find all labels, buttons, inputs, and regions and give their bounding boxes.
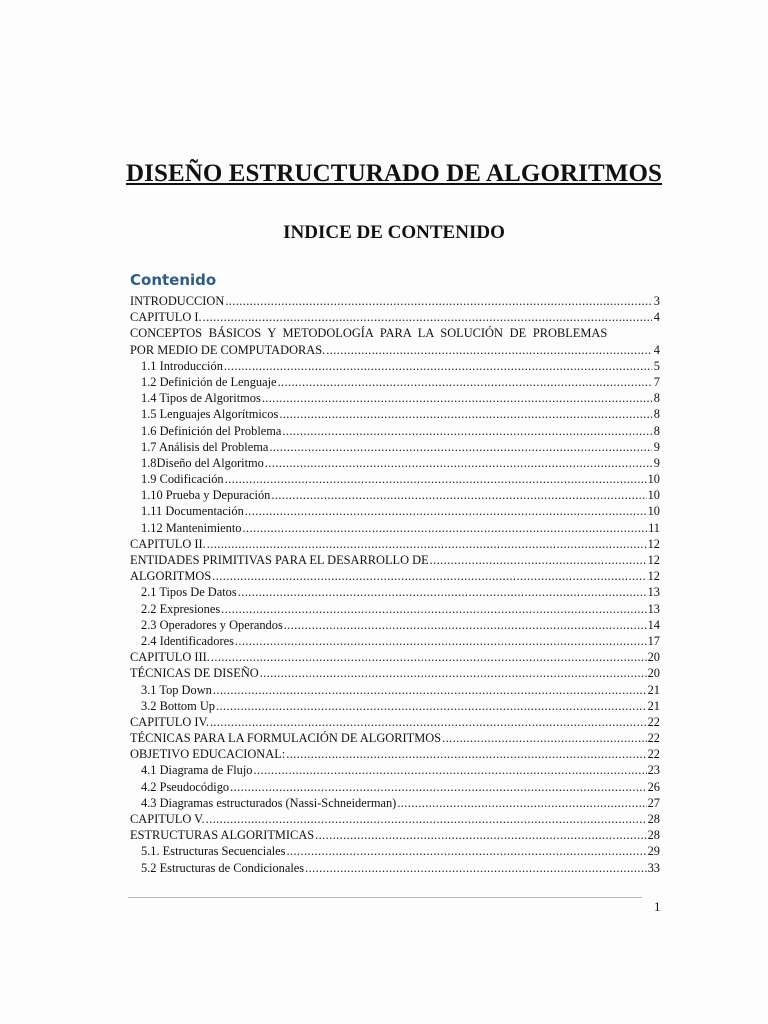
toc-entry[interactable] (130, 325, 660, 341)
toc-entry-text: 1.6 Definición del Problema (141, 423, 282, 438)
toc-leader (210, 714, 647, 730)
toc-entry-text: ESTRUCTURAS ALGORITMICAS (130, 828, 315, 843)
toc-entry-text: INTRODUCCION (130, 294, 225, 308)
toc-entry-page: 27 (647, 795, 660, 810)
toc-entry-page: 29 (647, 844, 660, 859)
toc-leader (203, 309, 652, 325)
toc-leader (212, 568, 646, 584)
toc-entry-page: 12 (647, 569, 660, 584)
toc-entry[interactable] (130, 406, 660, 422)
toc-leader (262, 390, 652, 406)
toc-entry-text: 1.2 Definición de Lenguaje (141, 374, 277, 389)
toc-entry-text: 1.4 Tipos de Algoritmos (141, 391, 261, 406)
toc-entry-page: 28 (647, 812, 660, 826)
toc-leader (265, 455, 652, 471)
toc-entry-page: 13 (647, 585, 660, 600)
toc-entry[interactable] (130, 633, 660, 649)
toc-leader (243, 520, 648, 536)
toc-entry-page: 10 (647, 504, 660, 519)
toc-entry[interactable] (130, 471, 660, 487)
toc-entry-text: 1.7 Análisis del Problema (141, 439, 269, 454)
toc-leader (254, 762, 647, 778)
toc-entry-page: 8 (653, 423, 660, 438)
toc-leader (216, 698, 647, 714)
toc-entry-text: 4.3 Diagramas estructurados (Nassi-Schneiderman) (141, 795, 397, 810)
toc-entry[interactable] (130, 827, 660, 843)
toc-entry[interactable] (130, 601, 660, 617)
footer-divider (128, 897, 642, 898)
toc-entry[interactable] (130, 714, 660, 730)
toc-entry-page: 3 (653, 294, 660, 308)
toc-entry-page: 11 (648, 520, 660, 535)
toc-entry-page: 14 (647, 617, 660, 632)
toc-entry-text: 2.4 Identificadores (141, 633, 234, 648)
toc-entry-page: 22 (647, 731, 660, 746)
toc-leader (279, 406, 652, 422)
toc-entry[interactable] (130, 584, 660, 600)
toc-entry-text: CAPITULO IV. (130, 714, 209, 729)
toc-leader (269, 439, 652, 455)
toc-entry[interactable] (130, 390, 660, 406)
toc-leader (206, 811, 647, 827)
toc-entry-page: 12 (647, 536, 660, 551)
toc-entry[interactable] (130, 762, 660, 778)
toc-entry-page: 7 (653, 374, 660, 389)
toc-entry[interactable] (130, 423, 660, 439)
document-subtitle: INDICE DE CONTENIDO (283, 222, 505, 243)
toc-leader (305, 860, 647, 876)
toc-entry-page: 22 (647, 714, 660, 729)
toc-entry[interactable] (130, 487, 660, 503)
page-number: 1 (654, 899, 661, 914)
toc-entry[interactable] (130, 795, 660, 811)
toc-leader (235, 633, 647, 649)
toc-entry-page: 33 (647, 860, 660, 875)
toc-entry-page: 26 (647, 779, 660, 794)
toc-entry-page: 13 (647, 601, 660, 616)
toc-entry[interactable] (130, 293, 660, 309)
toc-entry-text: CAPITULO I. (130, 310, 202, 325)
toc-entry-page: 10 (647, 472, 660, 487)
toc-leader (245, 503, 647, 519)
toc-entry-text: 2.2 Expresiones (141, 601, 221, 616)
table-of-contents (130, 293, 660, 876)
toc-entry-text: 1.11 Documentación (141, 504, 244, 519)
toc-entry-page: 9 (653, 455, 660, 470)
toc-entry-text: TÉCNICAS PARA LA FORMULACIÓN DE ALGORITMOS (130, 731, 442, 746)
toc-entry[interactable] (130, 698, 660, 714)
toc-entry-page: 28 (647, 828, 660, 843)
toc-entry[interactable] (130, 730, 660, 746)
toc-entry-page: 21 (647, 682, 660, 697)
toc-entry-text: 1.5 Lenguajes Algorítmicos (141, 407, 279, 422)
toc-entry-text: 1.8Diseño del Algoritmo (141, 455, 264, 470)
toc-entry[interactable] (130, 746, 660, 762)
toc-entry-text: 5.2 Estructuras de Condicionales (141, 860, 305, 875)
toc-leader (271, 487, 646, 503)
toc-leader (207, 536, 647, 552)
toc-entry-page: 12 (647, 553, 660, 567)
toc-entry-text: 4.1 Diagrama de Flujo (141, 763, 253, 778)
toc-leader (278, 374, 652, 390)
toc-entry-page: 10 (647, 488, 660, 503)
toc-entry[interactable] (130, 552, 660, 568)
toc-entry[interactable] (130, 568, 660, 584)
toc-entry-text: 1.10 Prueba y Depuración (141, 488, 271, 503)
toc-entry-text: 1.9 Codificación (141, 472, 224, 487)
toc-entry-text: CAPITULO V. (130, 812, 205, 826)
toc-leader (286, 746, 646, 762)
document-title: DISEÑO ESTRUCTURADO DE ALGORITMOS (125, 160, 663, 187)
toc-entry[interactable] (130, 536, 660, 552)
toc-entry[interactable] (130, 843, 660, 859)
toc-leader (287, 843, 647, 859)
toc-entry-text: 1.12 Mantenimiento (141, 520, 242, 535)
toc-leader (224, 358, 652, 374)
toc-entry[interactable] (130, 374, 660, 390)
toc-entry-page: 17 (647, 633, 660, 648)
toc-entry-page: 8 (653, 391, 660, 406)
toc-leader (430, 552, 647, 568)
toc-entry-text: 2.1 Tipos De Datos (141, 585, 237, 600)
toc-leader (284, 617, 647, 633)
toc-entry[interactable] (130, 811, 660, 827)
toc-entry[interactable] (130, 455, 660, 471)
toc-leader (442, 730, 647, 746)
toc-entry-text: 2.3 Operadores y Operandos (141, 617, 283, 632)
toc-leader (213, 682, 647, 698)
toc-entry-page: 23 (647, 763, 660, 778)
toc-leader (315, 827, 646, 843)
toc-heading: Contenido (130, 271, 217, 289)
toc-entry[interactable] (130, 309, 660, 325)
toc-entry-page: 20 (647, 650, 660, 665)
toc-entry-text: CAPITULO II. (130, 536, 206, 551)
toc-entry-page: 5 (653, 358, 660, 373)
toc-leader (230, 779, 647, 795)
toc-leader (211, 649, 647, 665)
toc-entry-text: CAPITULO III. (130, 650, 210, 665)
toc-entry-page: 4 (653, 342, 660, 357)
toc-entry[interactable] (130, 358, 660, 374)
toc-entry-text: 5.1. Estructuras Secuenciales (141, 844, 286, 859)
toc-leader (282, 423, 652, 439)
toc-entry[interactable] (130, 439, 660, 455)
toc-entry[interactable] (130, 682, 660, 698)
toc-entry[interactable] (130, 617, 660, 633)
toc-entry-page: 8 (653, 407, 660, 422)
toc-entry[interactable] (130, 520, 660, 536)
toc-leader (221, 601, 646, 617)
toc-entry-page: 21 (647, 698, 660, 713)
toc-entry-page: 20 (647, 666, 660, 681)
toc-entry-text: CONCEPTOS BÁSICOS Y METODOLOGÍA PARA LA SOLUCIÓN DE PROBLEMAS (130, 326, 608, 341)
toc-leader (260, 665, 647, 681)
toc-entry[interactable] (130, 649, 660, 665)
toc-entry-text: 4.2 Pseudocódigo (141, 779, 230, 794)
toc-leader (225, 293, 652, 309)
toc-entry-page: 9 (653, 439, 660, 454)
toc-entry-page: 22 (647, 747, 660, 762)
toc-entry-text: ENTIDADES PRIMITIVAS PARA EL DESARROLLO DE (130, 553, 429, 567)
toc-leader (397, 795, 646, 811)
toc-entry-page: 4 (653, 310, 660, 325)
toc-leader (225, 471, 647, 487)
toc-leader (238, 584, 647, 600)
toc-leader (326, 342, 652, 358)
toc-entry-text: 3.2 Bottom Up (141, 698, 216, 713)
toc-entry[interactable] (130, 779, 660, 795)
toc-entry[interactable] (130, 342, 660, 358)
toc-entry[interactable] (130, 503, 660, 519)
toc-entry-text: OBJETIVO EDUCACIONAL: (130, 747, 286, 762)
toc-entry-text: TÉCNICAS DE DISEÑO (130, 666, 259, 681)
toc-entry[interactable] (130, 665, 660, 681)
toc-entry[interactable] (130, 860, 660, 876)
toc-entry-text: 3.1 Top Down (141, 682, 212, 697)
toc-entry-text: POR MEDIO DE COMPUTADORAS. (130, 342, 326, 357)
toc-entry-text: 1.1 Introducción (141, 358, 223, 373)
toc-entry-text: ALGORITMOS (130, 569, 212, 584)
